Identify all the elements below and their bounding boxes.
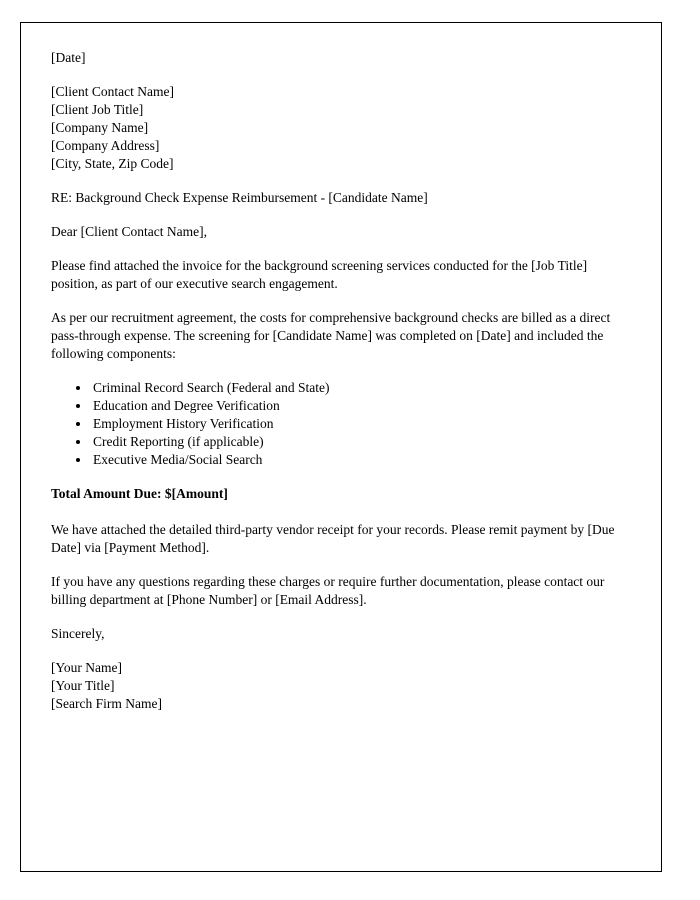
component-item: • Criminal Record Search (Federal and State): [91, 379, 631, 397]
signature-line: [Your Title]: [51, 678, 115, 693]
recipient-line: [Company Name]: [51, 120, 149, 135]
recipient-line: [Client Contact Name]: [51, 84, 174, 99]
recipient-block: [51, 83, 631, 173]
paragraph-intro: Please find attached the invoice for the background screening services conducted for the [Job Title] position, as part of our executive search engagement.: [51, 258, 588, 291]
letter-page: [20, 22, 662, 872]
signature-line: [Search Firm Name]: [51, 696, 162, 711]
total-amount-line: Total Amount Due: $[Amount]: [51, 486, 228, 501]
components-list: [51, 379, 631, 469]
recipient-line: [Company Address]: [51, 138, 160, 153]
paragraph-payment: We have attached the detailed third-party vendor receipt for your records. Please remit payment by [Due Date] via [Payment Method].: [51, 522, 615, 555]
date-line: [Date]: [51, 50, 86, 65]
paragraph-agreement: As per our recruitment agreement, the costs for comprehensive background checks are billed as a direct pass-through expense. The screening for [Candidate Name] was completed on [Date] and included the following components:: [51, 310, 611, 361]
subject-line: RE: Background Check Expense Reimbursement - [Candidate Name]: [51, 190, 428, 205]
recipient-line: [City, State, Zip Code]: [51, 156, 174, 171]
signature-block: [51, 659, 631, 713]
component-item: • Employment History Verification: [91, 415, 631, 433]
component-item: • Education and Degree Verification: [91, 397, 631, 415]
component-item: • Executive Media/Social Search: [91, 451, 631, 469]
component-item: • Credit Reporting (if applicable): [91, 433, 631, 451]
recipient-line: [Client Job Title]: [51, 102, 144, 117]
paragraph-questions: If you have any questions regarding these charges or require further documentation, please contact our billing department at [Phone Number] or [Email Address].: [51, 574, 605, 607]
signature-line: [Your Name]: [51, 660, 122, 675]
closing: Sincerely,: [51, 626, 105, 641]
salutation: Dear [Client Contact Name],: [51, 224, 207, 239]
